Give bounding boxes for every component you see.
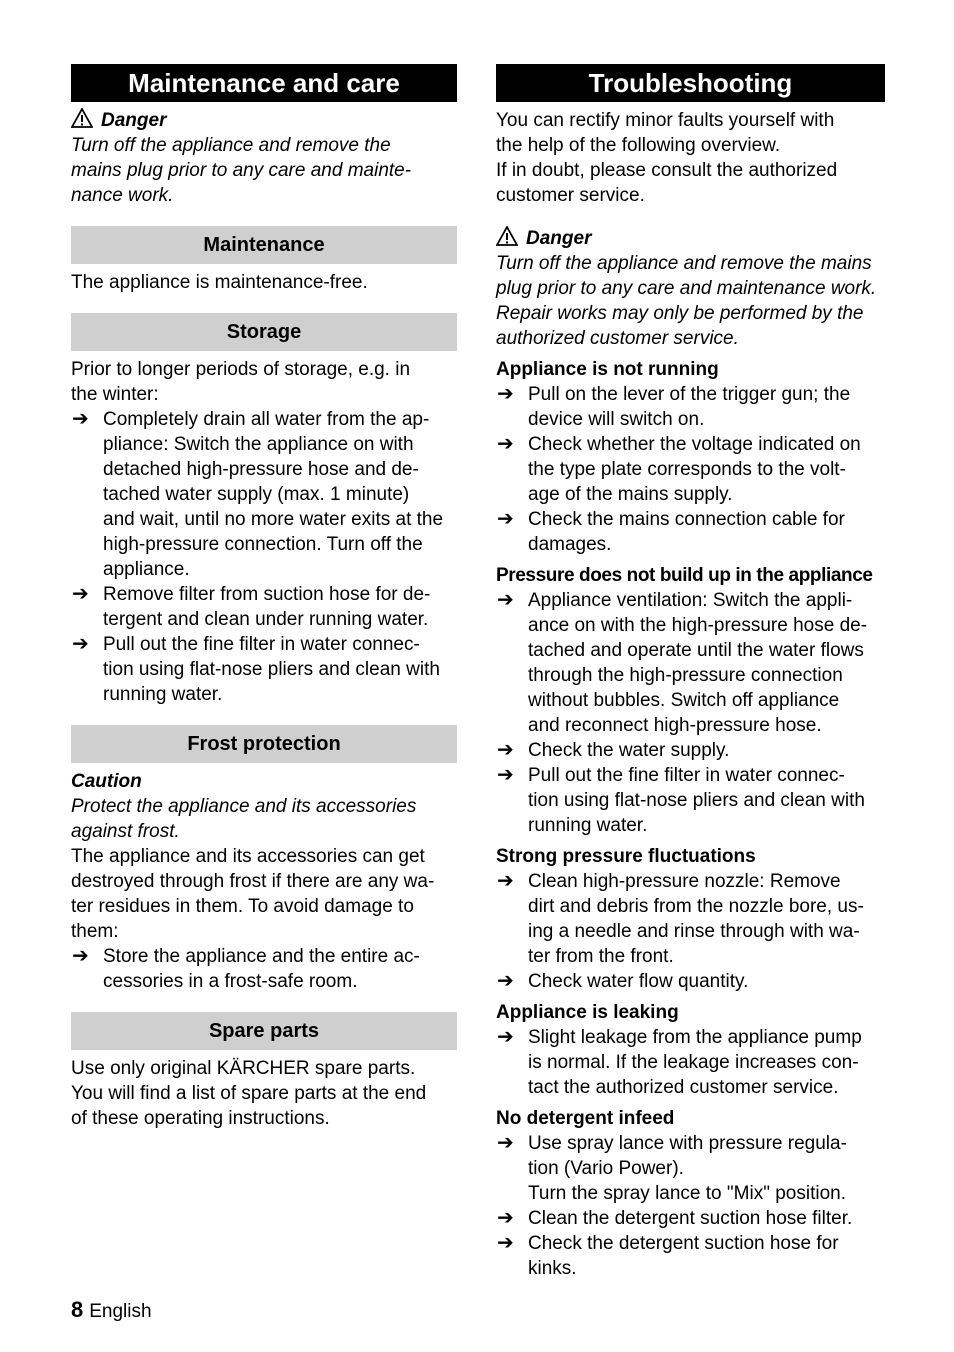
list-item: ➔ Check the detergent suction hose for kinks. <box>497 1232 839 1279</box>
list-item: ➔ Clean high-pressure nozzle: Remove dirt and debris from the nozzle bore, us- ing a needle and rinse through with wa- ter from the front. <box>497 870 864 967</box>
frost-list <box>71 944 457 994</box>
danger-label <box>496 226 885 251</box>
footer-language: English <box>89 1301 152 1322</box>
heading-pressure-fluctuations: Strong pressure fluctuations <box>496 846 756 867</box>
list-item: ➔ Appliance ventilation: Switch the appli- ance on with the high-pressure hose de- tached and operate until the water flows through the high-pressure connection without bubbles. Switch off appliance and reconnect high-pressure hose. <box>497 589 868 736</box>
warning-triangle-icon <box>496 226 518 246</box>
mix-position-note: Turn the spray lance to "Mix" position. <box>528 1183 846 1204</box>
storage-intro: Prior to longer periods of storage, e.g. in the winter: <box>71 359 411 405</box>
appliance-not-running-list <box>496 382 885 557</box>
heading-no-detergent-infeed: No detergent infeed <box>496 1108 675 1129</box>
danger-text: Turn off the appliance and remove the mains plug prior to any care and mainte- nance work. <box>71 135 412 206</box>
list-item: ➔ Check the water supply. <box>497 739 730 761</box>
list-item: ➔ Clean the detergent suction hose filter. <box>497 1207 853 1229</box>
arrow-right-icon: ➔ <box>497 1026 514 1048</box>
arrow-right-icon: ➔ <box>497 1232 514 1254</box>
page-footer <box>71 1297 152 1323</box>
troubleshooting-intro-1: You can rectify minor faults yourself with the help of the following overview. <box>496 110 835 156</box>
arrow-right-icon: ➔ <box>497 1132 514 1154</box>
arrow-right-icon: ➔ <box>497 508 514 530</box>
warning-triangle-icon <box>71 108 93 128</box>
storage-list <box>71 407 457 707</box>
list-item: ➔ Slight leakage from the appliance pump is normal. If the leakage increases con- tact the authorized customer service. <box>497 1026 862 1098</box>
arrow-right-icon: ➔ <box>497 433 514 455</box>
heading-spare-parts: Spare parts <box>71 1012 457 1050</box>
arrow-right-icon: ➔ <box>72 945 89 967</box>
right-column <box>496 64 885 1281</box>
section-title-maintenance-and-care: Maintenance and care <box>71 64 457 102</box>
frost-text: The appliance and its accessories can get destroyed through frost if there are any wa- ter residues in them. To avoid damage to them: <box>71 846 435 942</box>
danger-label <box>71 108 457 133</box>
heading-appliance-leaking: Appliance is leaking <box>496 1002 679 1023</box>
arrow-right-icon: ➔ <box>497 764 514 786</box>
heading-pressure-not-building: Pressure does not build up in the appliance <box>496 565 873 586</box>
arrow-right-icon: ➔ <box>497 739 514 761</box>
list-item: ➔ Pull out the fine filter in water connec- tion using flat-nose pliers and clean with running water. <box>497 764 865 836</box>
arrow-right-icon: ➔ <box>497 970 514 992</box>
section-title-troubleshooting: Troubleshooting <box>496 64 885 102</box>
list-item: ➔ Remove filter from suction hose for de- tergent and clean under running water. <box>72 583 431 630</box>
detergent-list <box>496 1131 885 1281</box>
arrow-right-icon: ➔ <box>497 870 514 892</box>
caution-text: Protect the appliance and its accessories against frost. <box>71 796 417 842</box>
heading-storage: Storage <box>71 313 457 351</box>
arrow-right-icon: ➔ <box>497 1207 514 1229</box>
heading-frost-protection: Frost protection <box>71 725 457 763</box>
list-item: ➔ Check water flow quantity. <box>497 970 749 992</box>
pressure-list <box>496 588 885 838</box>
caution-label: Caution <box>71 771 142 792</box>
list-item: ➔ Check the mains connection cable for damages. <box>497 508 845 555</box>
arrow-right-icon: ➔ <box>72 408 89 430</box>
heading-maintenance: Maintenance <box>71 226 457 264</box>
arrow-right-icon: ➔ <box>72 583 89 605</box>
list-item: ➔ Completely drain all water from the ap- pliance: Switch the appliance on with detached high-pressure hose and de- tached water supply (max. 1 minute) and wait, until no more water exits at the high-pressure connection. Turn off the appliance. <box>72 408 444 580</box>
list-item: ➔ Check whether the voltage indicated on the type plate corresponds to the volt- age of the mains supply. <box>497 433 861 505</box>
danger-label-text: Danger <box>101 110 167 131</box>
left-column <box>71 64 457 1131</box>
danger-text: Turn off the appliance and remove the mains plug prior to any care and maintenance work. Repair works may only be performed by the authorized customer service. <box>496 253 877 349</box>
list-item: ➔ Pull out the fine filter in water connec- tion using flat-nose pliers and clean with running water. <box>72 633 440 705</box>
arrow-right-icon: ➔ <box>497 383 514 405</box>
page-number: 8 <box>71 1297 84 1322</box>
heading-appliance-not-running: Appliance is not running <box>496 359 719 380</box>
arrow-right-icon: ➔ <box>72 633 89 655</box>
troubleshooting-intro-2: If in doubt, please consult the authorized customer service. <box>496 160 838 206</box>
list-item: ➔ Use spray lance with pressure regula- tion (Vario Power). Turn the spray lance to "Mix" position. <box>497 1132 847 1204</box>
spare-parts-text: Use only original KÄRCHER spare parts. You will find a list of spare parts at the end of these operating instructions. <box>71 1058 427 1129</box>
fluctuations-list <box>496 869 885 994</box>
arrow-right-icon: ➔ <box>497 589 514 611</box>
maintenance-text: The appliance is maintenance-free. <box>71 272 368 293</box>
leaking-list <box>496 1025 885 1100</box>
danger-label-text: Danger <box>526 228 592 249</box>
list-item: ➔ Store the appliance and the entire ac- cessories in a frost-safe room. <box>72 945 420 992</box>
list-item: ➔ Pull on the lever of the trigger gun; the device will switch on. <box>497 383 851 430</box>
